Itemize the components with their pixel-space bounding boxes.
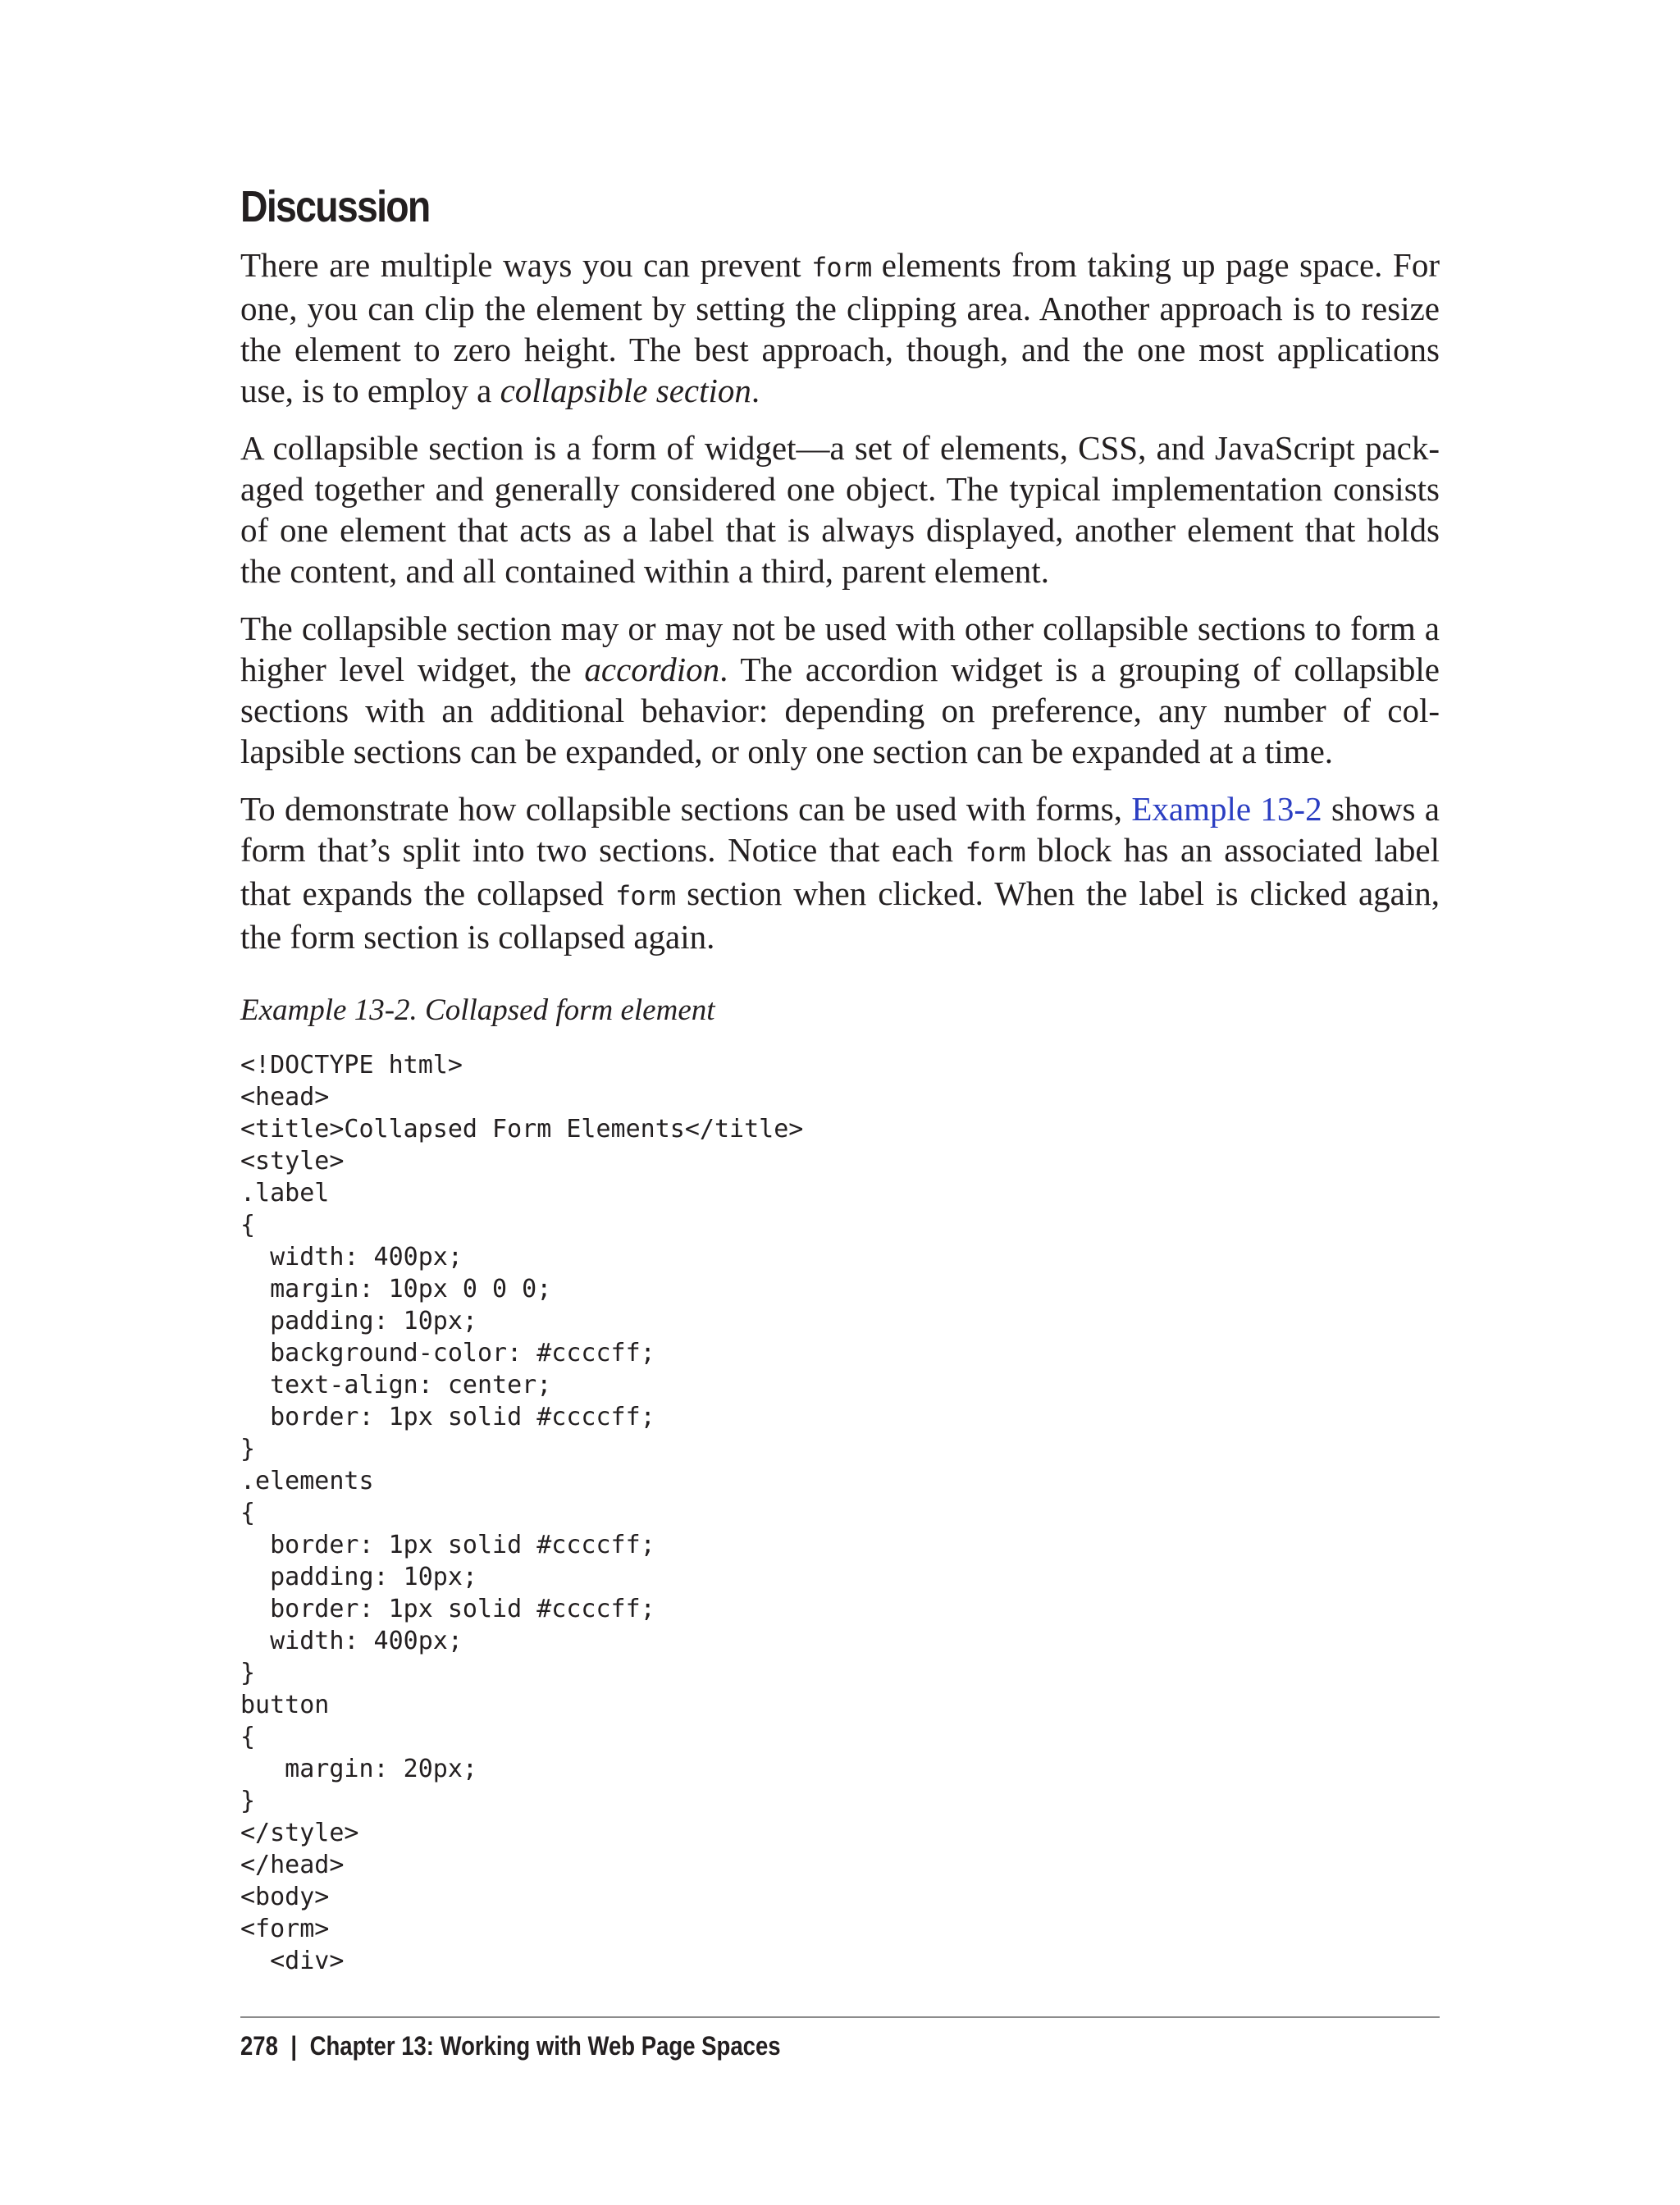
emphasis-term: collapsible section [500,372,751,409]
paragraph-text: . [751,372,760,409]
example-caption: Example 13-2. Collapsed form element [240,993,715,1027]
section-heading: Discussion [240,182,430,231]
chapter-title: Chapter 13: Working with Web Page Spaces [309,2031,781,2061]
paragraph-4 [240,788,1440,957]
paragraph-text: There are multiple ways you can prevent [240,246,812,284]
footer-divider [240,2016,1440,2018]
page-content [240,179,1440,1977]
example-cross-reference-link[interactable]: Example 13-2 [1131,790,1322,828]
paragraph-text: To demonstrate how collapsible sections can be used with forms, [240,790,1132,828]
page-footer [240,2028,781,2064]
paragraph-3 [240,608,1440,772]
footer-separator: | [290,2031,298,2061]
paragraph-1 [240,244,1440,411]
paragraph-text: block has an associated label that expands the collapsed [240,831,1440,912]
paragraph-text: . The accordion widget is a grouping of collapsible sections with an additional behavior: depending on preference, any number of collapsible sections can be expanded, or only one section can be expanded at a time. [240,651,1440,770]
emphasis-term: accordion [584,651,720,688]
paragraph-text: shows a form that’s split into two sections. Notice that each [240,790,1440,869]
inline-code: form [615,880,676,911]
paragraph-text: elements from taking up page space. For one, you can clip the element by setting the clipping area. Another approach is to resize the element to zero height. The best approach, though, and the one most applications use, is to employ a [240,246,1440,409]
page-number: 278 [240,2031,278,2061]
paragraph-text: The collapsible section may or may not be used with other collapsible sections to form a higher level widget, the [240,609,1440,688]
paragraph-text: section when clicked. When the label is clicked again, the form section is collapsed again. [240,874,1440,956]
code-listing: <!DOCTYPE html> <head> <title>Collapsed Form Elements</title> <style> .label { width: 400px; margin: 10px 0 0 0; padding: 10px; background-color: #ccccff; text-align: center; border: 1px solid #ccccff; } .elements { border: 1px solid #ccccff; padding: 10px; border: 1px solid #ccccff; width: 400px; } button { margin: 20px; } </style> </head> <body> <form> <div> [240,1051,804,1975]
inline-code: form [965,837,1025,868]
paragraph-2: A collapsible section is a form of widget—a set of elements, CSS, and JavaScript packaged together and generally considered one object. The typical implementation consists of one element that acts as a label that is always displayed, another element that holds the content, and all contained within a third, parent element. [240,429,1440,590]
inline-code: form [811,252,872,283]
